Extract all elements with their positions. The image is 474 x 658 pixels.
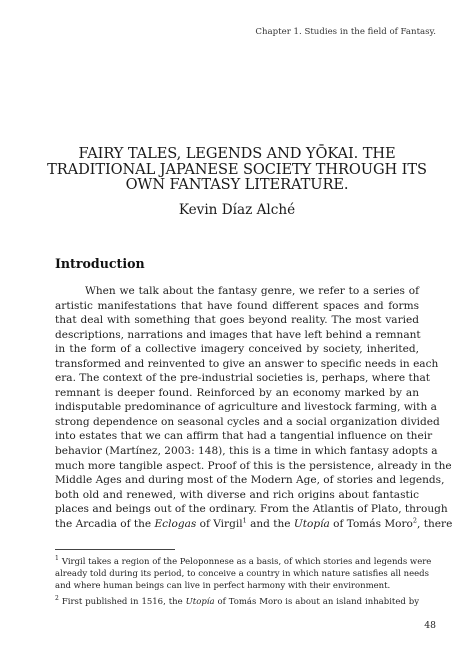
body-line: Middle Ages and during most of the Modern Age, of stories and legends,	[55, 474, 445, 487]
body-line: in the form of a collective imagery conceived by society, inherited,	[55, 343, 419, 356]
page-number: 48	[424, 620, 436, 631]
body-paragraph	[55, 284, 453, 531]
title-line: TRADITIONAL JAPANESE SOCIETY THROUGH ITS	[47, 160, 427, 178]
author-name: Kevin Díaz Alché	[178, 202, 296, 218]
footnote-mark: 2	[55, 594, 59, 602]
text-run: , there	[417, 517, 453, 530]
footnote-2	[55, 594, 419, 609]
footnote-1	[55, 555, 432, 593]
body-line: strong dependence on seasonal cycles and a social organization divided	[55, 415, 440, 428]
footnote-line: and where human beings can live in perfect harmony with their environment.	[55, 580, 391, 591]
chapter-title	[40, 146, 434, 193]
text-run: of Virgil	[196, 517, 243, 530]
body-line: When we talk about the fantasy genre, we refer to a series of	[85, 285, 419, 297]
footnote-ref-1[interactable]: 1	[242, 516, 247, 525]
text-run: the Arcadia of the	[55, 517, 155, 530]
body-line: that deal with something that goes beyond reality. The most varied	[55, 314, 419, 327]
running-head: Chapter 1. Studies in the field of Fantasy.	[255, 27, 436, 37]
body-line: transformed and reinvented to give an answer to specific needs in each	[55, 357, 439, 370]
footnote-text: of Tomás Moro is about an island inhabited by	[214, 596, 419, 607]
body-line: behavior (Martínez, 2003: 148), this is a time in which fantasy adopts a	[55, 445, 438, 458]
body-line: descriptions, narrations and images that have left behind a remnant	[55, 328, 421, 341]
footnote-divider	[55, 549, 175, 550]
title-line: OWN FANTASY LITERATURE.	[125, 176, 349, 193]
footnote-ref-2[interactable]: 2	[412, 516, 418, 525]
footnote-text: First published in 1516, the	[61, 596, 186, 607]
footnote-mark: 1	[55, 555, 59, 563]
body-line: into estates that we can affirm that had a tangential influence on their	[55, 430, 433, 443]
footnotes	[55, 555, 432, 609]
footnote-line	[55, 594, 419, 609]
eclogas-title: Eclogas	[154, 517, 197, 530]
body-line: era. The context of the pre-industrial societies is, perhaps, where that	[55, 372, 431, 385]
section-heading: Introduction	[55, 256, 145, 271]
footnote-line	[55, 555, 432, 569]
body-line: indisputable predominance of agriculture and livestock farming, with a	[55, 401, 437, 414]
text-run: of Tomás Moro	[329, 517, 413, 530]
body-line: both old and renewed, with diverse and rich origins about fantastic	[55, 488, 419, 501]
body-line: places and beings out of the ordinary. From the Atlantis of Plato, through	[55, 503, 448, 516]
body-line: artistic manifestations that have found different spaces and forms	[55, 299, 419, 312]
utopia-title: Utopía	[185, 596, 215, 607]
body-line: much more tangible aspect. Proof of this is the persistence, already in the	[55, 459, 452, 472]
utopia-title: Utopía	[293, 517, 330, 530]
footnote-line: already told during its period, to conceive a country in which nature satisfies all needs	[55, 568, 429, 579]
body-line: remnant is deeper found. Reinforced by an economy marked by an	[55, 386, 419, 399]
footnote-text: Virgil takes a region of the Peloponnese as a basis, of which stories and legends were	[61, 557, 432, 567]
text-run: and the	[246, 517, 294, 530]
body-line-last	[55, 516, 453, 532]
title-line: FAIRY TALES, LEGENDS AND YŌKAI. THE	[78, 145, 396, 162]
